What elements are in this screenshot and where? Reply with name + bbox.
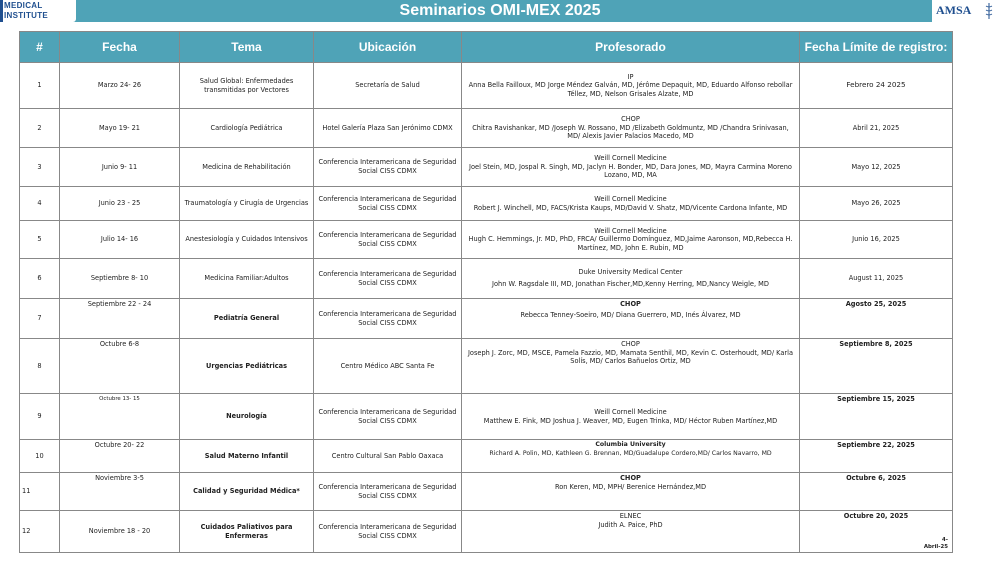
table-row [20,339,953,394]
caduceus-icon [984,2,994,20]
row-ubicacion: Conferencia Interamericana de Seguridad Social CISS CDMX [314,299,462,339]
row-number: 6 [20,259,60,299]
row-ubicacion: Conferencia Interamericana de Seguridad Social CISS CDMX [314,511,462,553]
row-ubicacion: Conferencia Interamericana de Seguridad Social CISS CDMX [314,221,462,259]
table-row [20,63,953,109]
table-row [20,221,953,259]
row-tema: Salud Global: Enfermedades transmitidas por Vectores [180,63,314,109]
row-tema: Anestesiología y Cuidados Intensivos [180,221,314,259]
column-header-number: # [20,32,60,63]
row-fecha: Julio 14- 16 [60,221,180,259]
row-institution: CHOP [621,115,640,124]
amsa-logo-text: AMSA [936,3,972,17]
row-faculty: Hugh C. Hemmings, Jr. MD, PhD, FRCA/ Guillermo Domínguez, MD,Jaime Aaronson, MD,Rebecca H. Martínez, MD, John E. Rubin, MD [468,235,793,252]
row-number: 11 [20,473,60,511]
row-fecha: Septiembre 8- 10 [60,259,180,299]
row-fecha: Octubre 6-8 [60,339,180,394]
row-fecha-limite: Septiembre 22, 2025 [800,440,953,473]
row-institution: CHOP [621,340,640,348]
row-number: 9 [20,394,60,440]
table-row [20,473,953,511]
row-number: 4 [20,187,60,221]
row-tema: Traumatología y Cirugía de Urgencias [180,187,314,221]
column-header-ubicacion: Ubicación [314,32,462,63]
row-profesorado [462,339,800,394]
title-bar [0,0,1000,22]
row-ubicacion: Conferencia Interamericana de Seguridad Social CISS CDMX [314,394,462,440]
row-fecha-limite: Septiembre 8, 2025 [800,339,953,394]
row-institution: Duke University Medical Center [578,268,683,277]
row-fecha: Noviembre 18 - 20 [60,511,180,553]
amsa-logo [932,0,1000,22]
row-tema: Medicina Familiar:Adultos [180,259,314,299]
row-institution: Weill Cornell Medicine [594,154,667,163]
row-fecha: Mayo 19- 21 [60,109,180,148]
row-institution: Weill Cornell Medicine [594,226,667,235]
row-fecha: Septiembre 22 - 24 [60,299,180,339]
column-header-profesorado: Profesorado [462,32,800,63]
row-tema: Salud Materno Infantil [180,440,314,473]
page-title: Seminarios OMI-MEX 2025 [399,2,601,19]
row-faculty: Robert J. Winchell, MD, FACS/Krista Kaups, MD/David V. Shatz, MD/Vicente Cardona Infante, MD [473,203,788,212]
row-fecha-limite: Agosto 25, 2025 [800,299,953,339]
table-header-row [20,32,953,63]
row-faculty: Anna Bella Failloux, MD Jorge Méndez Galván, MD, Jérôme Depaquit, MD, Eduardo Alfonso rebollar Téllez, MD, Nelson Grisales Alzate, MD [468,81,793,98]
logo-left-line1: MEDICAL [4,1,43,10]
table-row [20,109,953,148]
row-faculty: Chitra Ravishankar, MD /Joseph W. Rossano, MD /Elizabeth Goldmuntz, MD /Chandra Srinivasan, MD/ Alexis Javier Palacios Macedo, MD [472,123,789,141]
table-row [20,148,953,187]
row-profesorado [462,259,800,299]
row-ubicacion: Secretaría de Salud [314,63,462,109]
row-tema: Urgencias Pediátricas [180,339,314,394]
row-number: 1 [20,63,60,109]
row-profesorado [462,109,800,148]
footer-stamp-line2: Abril-25 [923,543,948,550]
row-institution: CHOP [620,300,641,308]
row-fecha-limite: Mayo 12, 2025 [800,148,953,187]
column-header-tema: Tema [180,32,314,63]
row-profesorado [462,187,800,221]
row-fecha-limite: Abril 21, 2025 [800,109,953,148]
row-ubicacion: Conferencia Interamericana de Seguridad Social CISS CDMX [314,259,462,299]
row-institution: Weill Cornell Medicine [594,194,667,203]
row-fecha: Octubre 13- 15 [60,394,180,440]
row-tema: Cardiología Pediátrica [180,109,314,148]
row-profesorado [462,440,800,473]
row-fecha-limite: August 11, 2025 [800,259,953,299]
row-faculty: Judith A. Paice, PhD [598,520,663,529]
row-institution: IP [627,72,634,81]
row-number: 2 [20,109,60,148]
row-fecha: Junio 23 - 25 [60,187,180,221]
row-institution: Weill Cornell Medicine [594,407,667,416]
row-profesorado [462,394,800,440]
footer-stamp-line1: 4- [942,537,948,543]
row-profesorado [462,221,800,259]
row-ubicacion: Conferencia Interamericana de Seguridad Social CISS CDMX [314,148,462,187]
row-tema: Cuidados Paliativos para Enfermeras [180,511,314,553]
row-faculty: Matthew E. Fink, MD Joshua J. Weaver, MD, Eugen Trinka, MD/ Héctor Ruben Martínez,MD [483,416,778,425]
row-fecha: Noviembre 3-5 [60,473,180,511]
row-fecha-limite: Octubre 6, 2025 [800,473,953,511]
row-profesorado [462,299,800,339]
row-institution: Columbia University [595,441,666,448]
row-number: 8 [20,339,60,394]
row-fecha-limite: Mayo 26, 2025 [800,187,953,221]
row-ubicacion: Centro Cultural San Pablo Oaxaca [314,440,462,473]
row-number: 10 [20,440,60,473]
row-ubicacion: Conferencia Interamericana de Seguridad Social CISS CDMX [314,473,462,511]
row-institution: CHOP [620,474,641,482]
table-row [20,259,953,299]
row-number: 12 [20,511,60,553]
row-ubicacion: Hotel Galería Plaza San Jerónimo CDMX [314,109,462,148]
table-row [20,187,953,221]
row-faculty: Richard A. Polin, MD, Kathleen G. Brennan, MD/Guadalupe Cordero,MD/ Carlos Navarro, MD [489,449,772,457]
row-profesorado [462,473,800,511]
column-header-fecha-limite: Fecha Límite de registro: [800,32,953,63]
row-fecha-limite-value: Octubre 20, 2025 [843,512,909,520]
row-faculty: John W. Ragsdale III, MD, Jonathan Fischer,MD,Kenny Herring, MD,Nancy Weigle, MD [492,280,769,288]
row-fecha-limite: Febrero 24 2025 [800,63,953,109]
row-fecha-limite: Septiembre 15, 2025 [800,394,953,440]
row-number: 5 [20,221,60,259]
seminar-schedule-table [19,31,953,553]
table-row [20,394,953,440]
row-fecha-limite [800,511,953,553]
row-profesorado [462,148,800,187]
row-fecha: Octubre 20- 22 [60,440,180,473]
row-ubicacion: Conferencia Interamericana de Seguridad Social CISS CDMX [314,187,462,221]
row-tema: Neurología [180,394,314,440]
row-faculty: Ron Keren, MD, MPH/ Berenice Hernández,MD [554,482,707,491]
row-ubicacion: Centro Médico ABC Santa Fe [314,339,462,394]
table-row [20,511,953,553]
logo-left-line2: INSTITUTE [4,11,49,20]
row-number: 7 [20,299,60,339]
row-faculty: Joel Stein, MD, Jospal R. Singh, MD, Jaclyn H. Bonder, MD, Dara Jones, MD, Mayra Carmina Moreno Lozano, MD, MA [469,162,792,180]
column-header-fecha: Fecha [60,32,180,63]
row-fecha: Marzo 24- 26 [60,63,180,109]
row-profesorado [462,511,800,553]
footer-date-stamp [924,537,948,550]
row-profesorado [462,63,800,109]
table-row [20,440,953,473]
row-fecha-limite: Junio 16, 2025 [800,221,953,259]
row-tema: Pediatría General [180,299,314,339]
table-row [20,299,953,339]
row-faculty: Rebecca Tenney-Soeiro, MD/ Diana Guerrero, MD, Inés Álvarez, MD [520,310,741,319]
row-faculty: Joseph J. Zorc, MD, MSCE, Pamela Fazzio, MD, Mamata Senthil, MD, Kevin C. Osterhoudt, MD/ Karla Solís, MD/ Carlos Bañuelos Ortiz, MD [467,348,794,366]
row-institution: ELNEC [619,512,642,520]
row-number: 3 [20,148,60,187]
row-tema: Calidad y Seguridad Médica* [180,473,314,511]
row-fecha: Junio 9- 11 [60,148,180,187]
row-tema: Medicina de Rehabilitación [180,148,314,187]
